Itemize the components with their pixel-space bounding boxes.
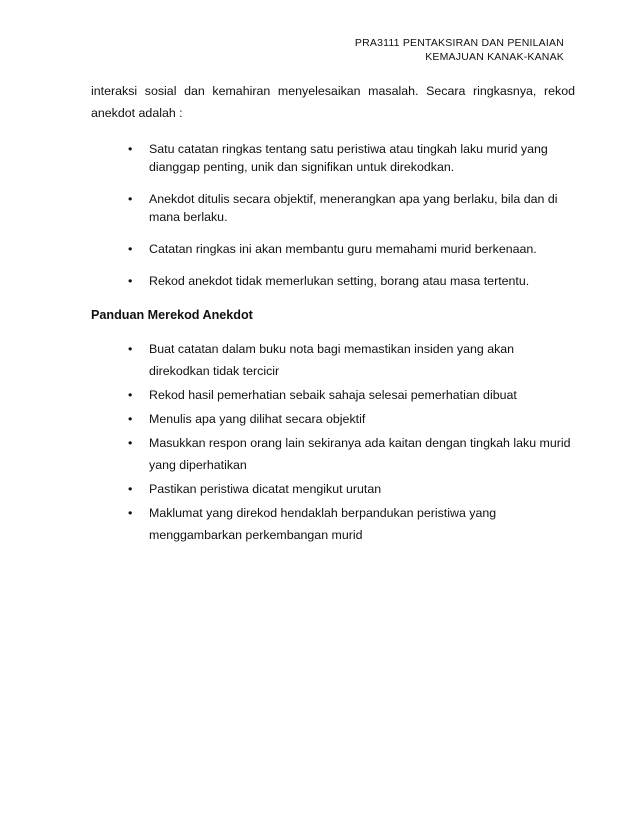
- list-item: [91, 338, 575, 382]
- intro-paragraph: interaksi sosial dan kemahiran menyelesaikan masalah. Secara ringkasnya, rekod anekdot adalah :: [91, 84, 575, 120]
- section-heading: Panduan Merekod Anekdot: [91, 308, 253, 322]
- bullet-icon: •: [128, 142, 133, 156]
- list-item-text: Rekod hasil pemerhatian sebaik sahaja selesai pemerhatian dibuat: [149, 388, 517, 402]
- header-course-line: PRA3111 PENTAKSIRAN DAN PENILAIAN: [354, 37, 564, 49]
- list-item: [91, 502, 575, 546]
- list-item: [91, 272, 575, 290]
- bullet-icon: •: [128, 242, 133, 256]
- bullet-icon: •: [128, 436, 133, 450]
- list-item: [91, 408, 575, 430]
- list-item-text: Buat catatan dalam buku nota bagi memastikan insiden yang akan direkodkan tidak tercicir: [149, 342, 515, 378]
- list-item: [91, 240, 575, 258]
- list-item: [91, 140, 575, 176]
- bullet-icon: •: [128, 388, 133, 402]
- list-item-text: Masukkan respon orang lain sekiranya ada kaitan dengan tingkah laku murid yang diperhatikan: [149, 436, 571, 472]
- list-item: [91, 432, 575, 476]
- list-item-text: Anekdot ditulis secara objektif, menerangkan apa yang berlaku, bila dan di mana berlaku.: [149, 192, 558, 224]
- list-item-text: Menulis apa yang dilihat secara objektif: [149, 412, 366, 426]
- list-item-text: Pastikan peristiwa dicatat mengikut urutan: [149, 482, 382, 496]
- bullet-icon: •: [128, 482, 133, 496]
- page-header: [355, 36, 564, 64]
- bullet-icon: •: [128, 506, 133, 520]
- list-item-text: Maklumat yang direkod hendaklah berpandukan peristiwa yang menggambarkan perkembangan murid: [149, 506, 497, 542]
- list-item-text: Satu catatan ringkas tentang satu peristiwa atau tingkah laku murid yang dianggap penting, unik dan signifikan untuk direkodkan.: [149, 142, 548, 174]
- header-subtitle-line: KEMAJUAN KANAK-KANAK: [425, 51, 564, 63]
- bullet-icon: •: [128, 342, 133, 356]
- bullet-icon: •: [128, 412, 133, 426]
- anekdot-definition-list: [91, 140, 575, 304]
- panduan-list: [91, 338, 575, 548]
- bullet-icon: •: [128, 192, 133, 206]
- list-item: [91, 190, 575, 226]
- list-item: [91, 384, 575, 406]
- list-item-text: Catatan ringkas ini akan membantu guru memahami murid berkenaan.: [149, 242, 537, 256]
- list-item-text: Rekod anekdot tidak memerlukan setting, borang atau masa tertentu.: [149, 274, 530, 288]
- bullet-icon: •: [128, 274, 133, 288]
- list-item: [91, 478, 575, 500]
